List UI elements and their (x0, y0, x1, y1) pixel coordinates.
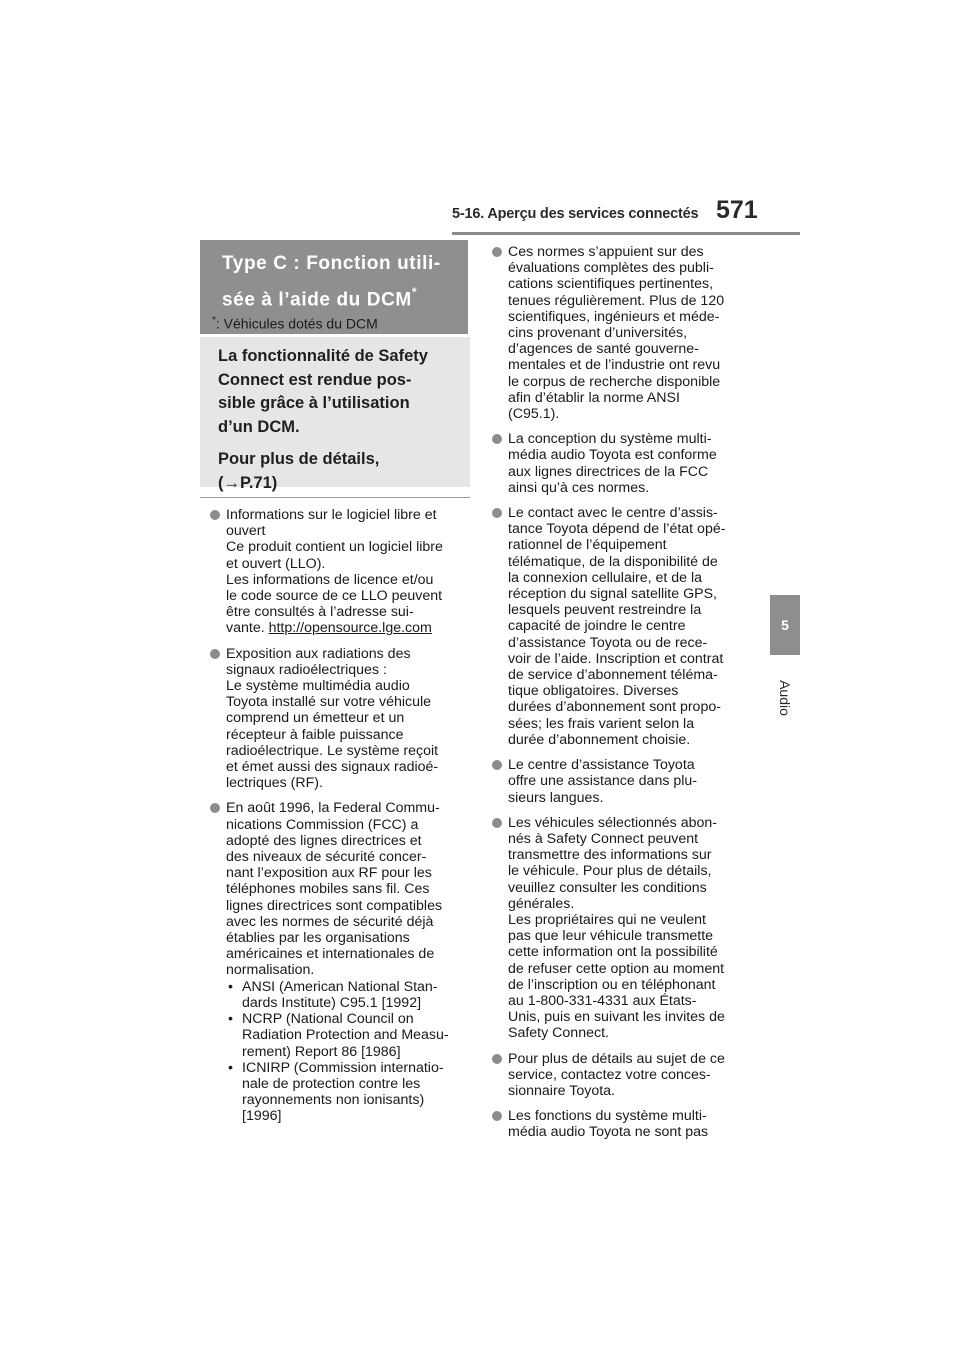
bullet-line: Unis, puis en suivant les invites de (508, 1009, 725, 1026)
info-line: Connect est rendue pos- (218, 370, 412, 389)
bullet-line: média audio Toyota ne sont pas (508, 1124, 709, 1141)
bullet-line: normalisation. (226, 962, 315, 979)
bullet-line: Les informations de licence et/ou (226, 571, 434, 588)
bullet-dot-icon (210, 803, 220, 813)
bullet-line: de refuser cette option au moment (508, 960, 725, 977)
bullet-line: des niveaux de sécurité concer- (226, 849, 427, 866)
sub-line: nale de protection contre les (242, 1075, 421, 1092)
bullet-dot-icon (492, 1054, 502, 1064)
bullet-line: tenues régulièrement. Plus de 120 (508, 292, 725, 309)
bullet-item (210, 507, 472, 637)
bullet-line: durée d’abonnement choisie. (508, 731, 691, 748)
right-column (492, 244, 758, 1150)
bullet-line: le véhicule. Pour plus de détails, (508, 863, 712, 880)
bullet-line: service, contactez votre conces- (508, 1066, 711, 1083)
bullet-line: radioélectrique. Le système reçoit (226, 742, 439, 759)
bullet-item (210, 800, 472, 1124)
title-line-2: sée à l’aide du DCM* (222, 285, 418, 311)
info-paragraph-2 (218, 448, 452, 495)
footnote (212, 315, 378, 332)
left-column (210, 507, 472, 1134)
bullet-dot-icon (492, 1111, 502, 1121)
bullet-line: signaux radioélectriques : (226, 661, 387, 678)
bullet-item (492, 431, 758, 496)
bullet-line: tance Toyota dépend de l’état opé- (508, 521, 726, 538)
bullet-line: le corpus de recherche disponible (508, 373, 721, 390)
bullet-line: Ce produit contient un logiciel libre (226, 539, 443, 556)
bullet-line: adopté des lignes directrices et (226, 832, 422, 849)
bullet-line: le code source de ce LLO peuvent (226, 588, 443, 605)
bullet-line: Ces normes s’appuient sur des (508, 244, 704, 260)
bullet-line: d’agences de santé gouverne- (508, 341, 699, 358)
bullet-line: lectriques (RF). (226, 775, 323, 792)
bullet-dot-icon (492, 818, 502, 828)
bullet-line: Exposition aux radiations des (226, 645, 411, 662)
bullet-line: offre une assistance dans plu- (508, 773, 698, 790)
list-bullet-mark: • (228, 1011, 233, 1028)
chapter-tab: 5 (770, 595, 800, 655)
bullet-line: Le centre d’assistance Toyota (508, 757, 695, 774)
sub-line: ANSI (American National Stan- (242, 978, 438, 995)
sub-line: [1996] (242, 1108, 282, 1125)
sub-line: dards Institute) C95.1 [1992] (242, 994, 422, 1011)
bullet-line: la connexion cellulaire, et de la (508, 569, 703, 586)
bullet-line: transmettre des informations sur (508, 847, 712, 864)
bullet-item (210, 646, 472, 792)
bullet-line: Le contact avec le centre d’assis- (508, 505, 718, 522)
bullet-dot-icon (492, 760, 502, 770)
title-asterisk: * (411, 285, 418, 299)
bullet-line (226, 620, 472, 636)
bullet-item (492, 1108, 758, 1140)
bullet-line: évaluations complètes des publi- (508, 260, 714, 277)
bullet-line: La conception du système multi- (508, 431, 712, 448)
bullet-line: au 1-800-331-4331 aux États- (508, 992, 697, 1009)
sub-line: ICNIRP (Commission internatio- (242, 1059, 444, 1076)
bullet-item (492, 757, 758, 806)
bullet-line: Le système multimédia audio (226, 678, 410, 695)
bullet-item (492, 1051, 758, 1100)
bullet-line: (C95.1). (508, 406, 560, 423)
bullet-line: nant l’exposition aux RF pour les (226, 865, 432, 882)
bullet-line: En août 1996, la Federal Commu- (226, 800, 440, 817)
bullet-line: aux lignes directrices de la FCC (508, 463, 709, 480)
bullet-line: cins provenant d’universités, (508, 325, 688, 342)
bullet-line: Les véhicules sélectionnés abon- (508, 814, 718, 831)
sub-line: NCRP (National Council on (242, 1011, 414, 1028)
info-paragraph-1 (218, 345, 452, 439)
bullet-line: télématique, de la disponibilité de (508, 553, 718, 570)
bullet-line: générales. (508, 895, 575, 912)
bullet-line: cations scientifiques pertinentes, (508, 276, 714, 293)
bullet-line: établies par les organisations (226, 930, 410, 947)
bullet-line: lignes directrices sont compatibles (226, 897, 443, 914)
bullet-line: nications Commission (FCC) a (226, 816, 419, 833)
link-prefix: vante. (226, 620, 269, 637)
bullet-dot-icon (492, 247, 502, 257)
bullet-line: mentales et de l’industrie ont revu (508, 357, 721, 374)
bullet-line: sieurs langues. (508, 789, 604, 806)
bullet-item (492, 244, 758, 422)
bullet-dot-icon (210, 649, 220, 659)
bullet-dot-icon (210, 510, 220, 520)
chapter-label: Audio (777, 680, 793, 716)
bullet-line: sées; les frais varient selon la (508, 715, 695, 732)
bullet-line: et émet aussi des signaux radioé- (226, 759, 439, 776)
bullet-line: Pour plus de détails au sujet de ce (508, 1050, 725, 1067)
bullet-line: ainsi qu’à ces normes. (508, 479, 650, 496)
info-line: (→P.71) (218, 473, 278, 492)
bullet-line: Les fonctions du système multi- (508, 1108, 707, 1125)
bullet-line: être consultés à l’adresse sui- (226, 604, 414, 621)
bullet-line: récepteur à faible puissance (226, 726, 404, 743)
standards-list (226, 979, 472, 1125)
bullet-item (492, 505, 758, 748)
bullet-line: de l’inscription ou en téléphonant (508, 976, 716, 993)
bullet-line: Safety Connect. (508, 1025, 609, 1042)
bullet-line: veuillez consulter les conditions (508, 879, 707, 896)
info-line: sible grâce à l’utilisation (218, 394, 410, 412)
bullet-line: capacité de joindre le centre (508, 618, 686, 635)
footnote-marker: * (212, 315, 216, 326)
page-number: 571 (716, 196, 758, 224)
bullet-line: réception du signal satellite GPS, (508, 586, 717, 603)
standards-list-item (226, 1060, 472, 1125)
bullet-line: nés à Safety Connect peuvent (508, 830, 699, 847)
bullet-line: voir de l’aide. Inscription et contrat (508, 650, 724, 667)
bullet-line: américaines et internationales de (226, 946, 435, 963)
bullet-line: d’assistance Toyota ou de rece- (508, 634, 708, 651)
bullet-line: scientifiques, ingénieurs et méde- (508, 308, 720, 325)
info-box (200, 337, 470, 492)
bullet-line: de service d’abonnement téléma- (508, 667, 718, 684)
bullet-line: durées d’abonnement sont propo- (508, 699, 721, 716)
info-line: Pour plus de détails, (218, 450, 380, 468)
title-line-1: Type C : Fonction utili- (222, 253, 441, 274)
header-divider (452, 232, 800, 235)
bullet-line: rationnel de l’équipement (508, 537, 667, 554)
opensource-link[interactable]: http://opensource.lge.com (268, 620, 432, 637)
bullet-line: avec les normes de sécurité déjà (226, 913, 434, 930)
bullet-line: ouvert (226, 523, 266, 540)
bullet-dot-icon (492, 508, 502, 518)
bullet-line: téléphones mobiles sans fil. Ces (226, 881, 430, 898)
bullet-line: et ouvert (LLO). (226, 555, 326, 572)
bullet-line: pas que leur véhicule transmette (508, 928, 714, 945)
bullet-item (492, 815, 758, 1042)
standards-list-item (226, 1011, 472, 1060)
list-bullet-mark: • (228, 978, 233, 995)
bullet-line: tique obligatoires. Diverses (508, 683, 679, 700)
bullet-line: média audio Toyota est conforme (508, 447, 717, 464)
bullet-line: Toyota installé sur votre véhicule (226, 694, 432, 711)
info-line: d’un DCM. (218, 417, 300, 436)
bullet-line: sionnaire Toyota. (508, 1082, 616, 1099)
bullet-dot-icon (492, 434, 502, 444)
standards-list-item (226, 979, 472, 1011)
info-line: La fonctionnalité de Safety (218, 347, 428, 365)
info-box-divider (200, 497, 470, 498)
bullet-line: afin d’établir la norme ANSI (508, 389, 680, 406)
bullet-line: Informations sur le logiciel libre et (226, 507, 437, 523)
sub-line: Radiation Protection and Measu- (242, 1027, 449, 1044)
bullet-line: comprend un émetteur et un (226, 710, 405, 727)
bullet-line: cette information ont la possibilité (508, 944, 718, 961)
footnote-text: : Véhicules dotés du DCM (215, 315, 378, 332)
bullet-line: lesquels peuvent restreindre la (508, 602, 702, 619)
bullet-line: Les propriétaires qui ne veulent (508, 911, 706, 928)
sub-line: rement) Report 86 [1986] (242, 1043, 401, 1060)
sub-line: rayonnements non ionisants) (242, 1092, 425, 1109)
section-header: 5-16. Aperçu des services connectés (452, 206, 699, 222)
list-bullet-mark: • (228, 1059, 233, 1076)
